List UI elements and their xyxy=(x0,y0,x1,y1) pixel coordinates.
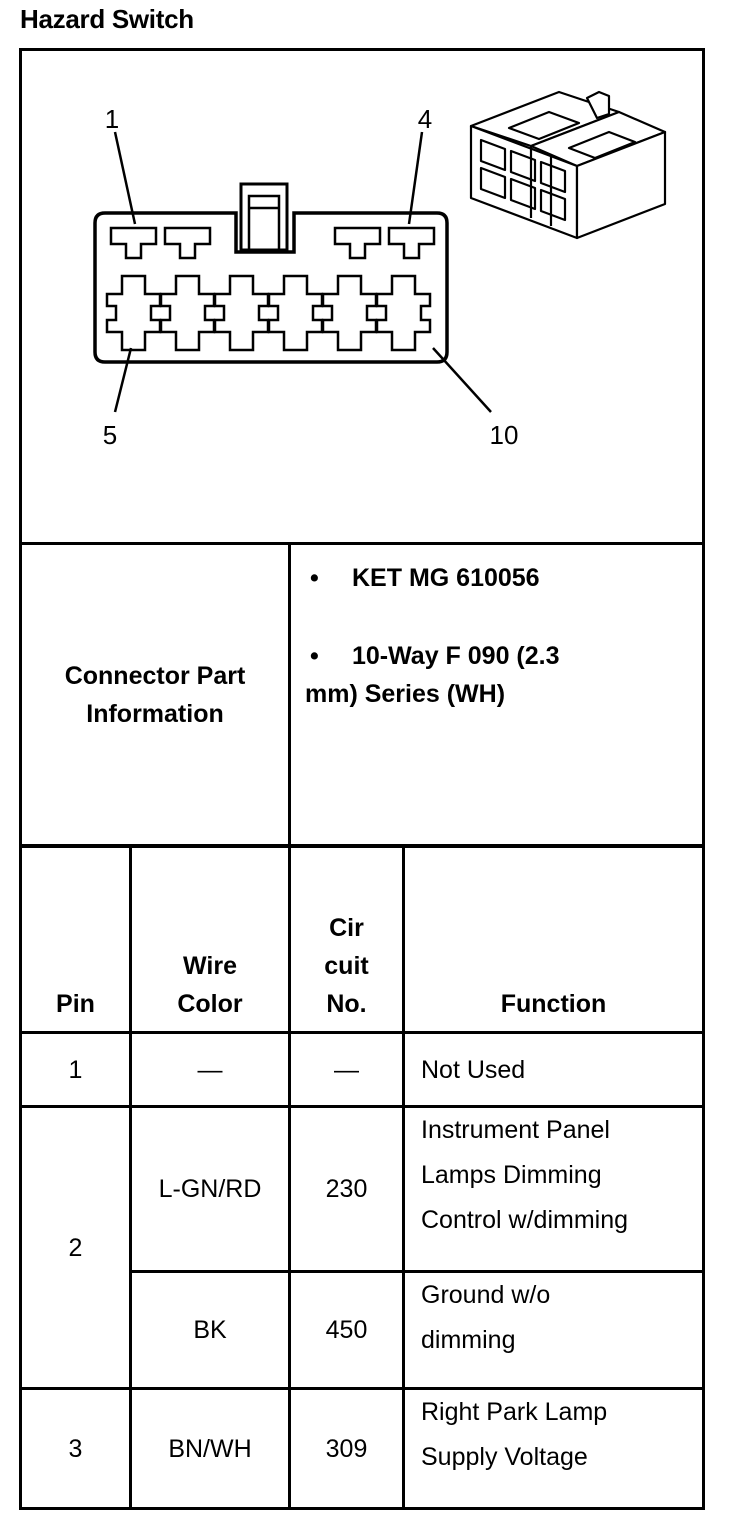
connector-series-line1: 10-Way F 090 (2.3 xyxy=(352,642,560,670)
row2-pin: 2 xyxy=(68,1233,83,1262)
row1-function: Not Used xyxy=(421,1055,526,1084)
row1-circuit: — xyxy=(334,1055,359,1084)
pin-label-4: 4 xyxy=(417,104,433,134)
bullet-icon: • xyxy=(310,642,319,670)
pin-leader-lines xyxy=(115,132,491,412)
connector-outline xyxy=(95,213,447,362)
connector-part-number: KET MG 610056 xyxy=(352,564,540,592)
connector-info-item xyxy=(305,559,705,597)
border-bottom xyxy=(19,1507,705,1510)
header-circuit-no: Cir cuit No. xyxy=(324,914,369,1018)
row2a-circuit: 230 xyxy=(325,1175,368,1203)
connector-sheet xyxy=(19,48,705,1510)
header-wire-color: Wire Color xyxy=(177,952,243,1018)
pin-label-1: 1 xyxy=(104,104,120,134)
header-pin: Pin xyxy=(56,990,95,1018)
row3-wire-color: BN/WH xyxy=(168,1434,252,1463)
connector-info-label-line1: Connector Part xyxy=(64,661,246,690)
row2b-circuit: 450 xyxy=(325,1316,368,1344)
divider-info-vertical xyxy=(288,542,291,846)
page-title: Hazard Switch xyxy=(20,4,194,34)
connector-info-label-line2: Information xyxy=(86,699,224,728)
bullet-icon: • xyxy=(310,564,319,592)
row3-pin: 3 xyxy=(68,1434,83,1463)
row3-circuit: 309 xyxy=(325,1434,368,1463)
row2a-wire-color: L-GN/RD xyxy=(158,1175,262,1203)
connector-diagram xyxy=(19,48,705,542)
connector-info-label xyxy=(22,545,288,844)
header-function: Function xyxy=(500,990,607,1018)
row2b-wire-color: BK xyxy=(193,1316,227,1344)
connector-series-line2: mm) Series (WH) xyxy=(305,680,506,708)
connector-3d-illustration xyxy=(471,92,665,238)
row2b-function: Ground w/o dimming xyxy=(421,1281,551,1354)
connector-info-list xyxy=(305,559,705,713)
row2a-function: Instrument Panel Lamps Dimming Control w/dimming xyxy=(421,1116,629,1234)
row3-function: Right Park Lamp Supply Voltage xyxy=(421,1398,608,1471)
pin-label-5: 5 xyxy=(102,420,118,450)
row1-wire-color: — xyxy=(197,1055,223,1084)
pin-label-10: 10 xyxy=(489,420,519,450)
row1-pin: 1 xyxy=(68,1055,83,1084)
connector-info-item xyxy=(305,637,705,675)
terminal-row-bottom xyxy=(107,276,430,350)
